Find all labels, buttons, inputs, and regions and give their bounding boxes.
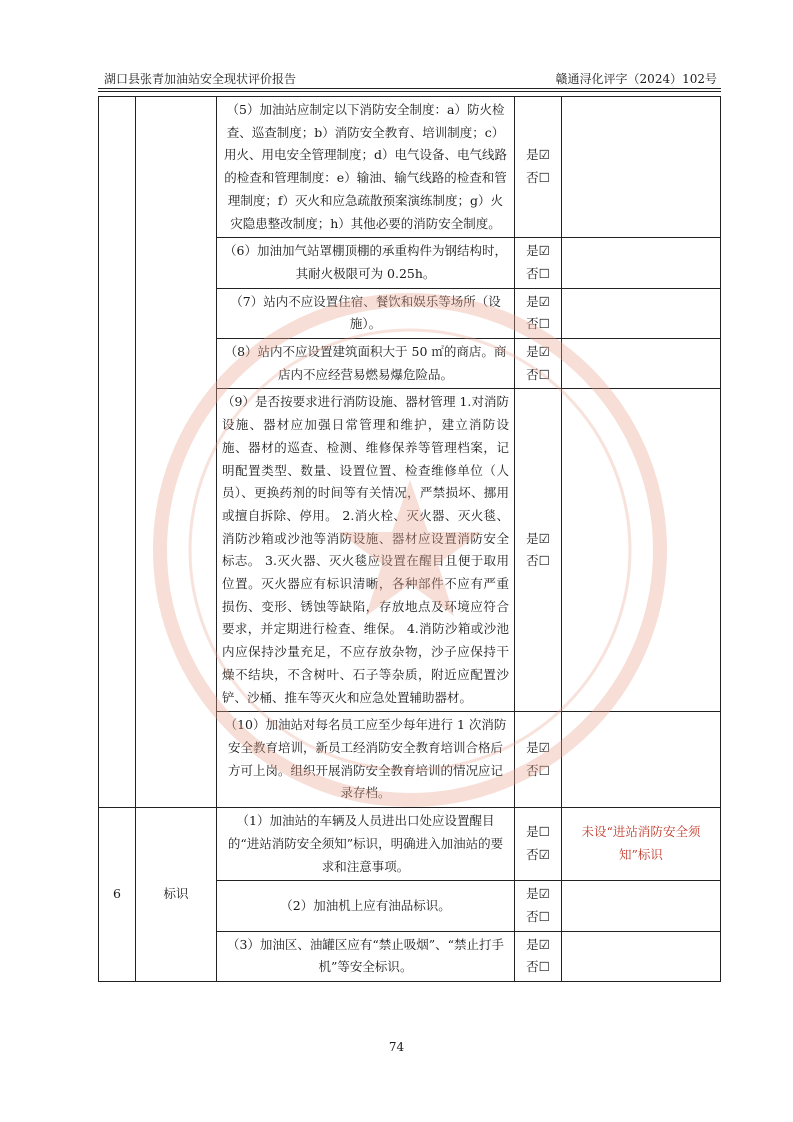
no-checkbox[interactable]: 否☐ [526,762,550,778]
yes-checkbox[interactable]: 是☑ [526,886,550,902]
header-divider [98,88,721,89]
yes-checkbox[interactable]: 是☐ [526,824,550,840]
report-title: 湖口县张青加油站安全现状评价报告 [104,72,297,86]
yes-checkbox[interactable]: 是☑ [526,936,550,952]
no-checkbox[interactable]: 否☐ [526,959,550,975]
yes-checkbox[interactable]: 是☑ [526,243,550,259]
check-content: （1）加油站的车辆及人员进出口处应设置醒目的“进站消防安全须知”标识，明确进入加油站的要求和注意事项。 [217,808,515,881]
check-result [515,288,562,338]
safety-checklist-table [98,96,721,982]
remark-cell: 未设“进站消防安全须知”标识 [562,808,721,881]
no-checkbox[interactable]: 否☐ [526,553,550,569]
yes-checkbox[interactable]: 是☑ [526,293,550,309]
check-result [515,339,562,389]
no-checkbox[interactable]: 否☑ [526,847,550,863]
check-result [515,389,562,712]
check-result [515,931,562,981]
no-checkbox[interactable]: 否☐ [526,316,550,332]
check-result [515,97,562,238]
check-content: （8）站内不应设置建筑面积大于 50 ㎡的商店。商店内不应经营易燃易爆危险品。 [217,339,515,389]
report-number: 赣通浔化评字（2024）102号 [555,72,717,86]
remark-cell [562,288,721,338]
check-content: （6）加油加气站罩棚顶棚的承重构件为钢结构时，其耐火极限可为 0.25h。 [217,238,515,288]
item-cell [136,97,217,808]
remark-cell [562,712,721,808]
check-content: （3）加油区、油罐区应有“禁止吸烟”、“禁止打手机”等安全标识。 [217,931,515,981]
header-divider-thin [98,91,721,92]
no-checkbox[interactable]: 否☐ [526,366,550,382]
yes-checkbox[interactable]: 是☑ [526,739,550,755]
check-result [515,712,562,808]
check-result [515,881,562,931]
remark-cell [562,238,721,288]
no-checkbox[interactable]: 否☐ [526,908,550,924]
table-row [99,808,721,881]
check-content: （5）加油站应制定以下消防安全制度：a）防火检查、巡查制度；b）消防安全教育、培训制度；c）用火、用电安全管理制度；d）电气设备、电气线路的检查和管理制度：e）输油、输气线路的检查和管理制度；f）灭火和应急疏散预案演练制度；g）火灾隐患整改制度；h）其他必要的消防安全制度。 [217,97,515,238]
table-row [99,97,721,238]
check-content: （2）加油机上应有油品标识。 [217,881,515,931]
remark-cell [562,389,721,712]
yes-checkbox[interactable]: 是☑ [526,530,550,546]
no-checkbox[interactable]: 否☐ [526,265,550,281]
yes-checkbox[interactable]: 是☑ [526,147,550,163]
check-content: （10）加油站对每名员工应至少每年进行 1 次消防安全教育培训，新员工经消防安全教育培训合格后方可上岗。组织开展消防安全教育培训的情况应记录存档。 [217,712,515,808]
section-number: 6 [99,808,136,982]
row-number-cell [99,97,136,808]
remark-cell [562,97,721,238]
check-content: （9）是否按要求进行消防设施、器材管理 1.对消防设施、器材应加强日常管理和维护，建立消防设施、器材的巡查、检测、维修保养等管理档案，记明配置类型、数量、设置位置、检查维修单位（人员）、更换药剂的时间等有关情况，严禁损坏、挪用或擅自拆除、停用。 2.消火栓、灭火器、灭火毯、消防沙箱或沙池等消防设施、器材应设置消防安全标志。 3.灭火器、灭火毯应设置在醒目且便于取用位置。灭火器应有标识清晰，各种部件不应有严重损伤、变形、锈蚀等缺陷，存放地点及环境应符合要求，并定期进行检查、维保。 4.消防沙箱或沙池内应保持沙量充足，不应存放杂物，沙子应保持干燥不结块，不含树叶、石子等杂质，附近应配置沙铲、沙桶、推车等灭火和应急处置辅助器材。 [217,389,515,712]
page-number: 74 [388,1040,405,1054]
no-checkbox[interactable]: 否☐ [526,170,550,186]
remark-cell [562,931,721,981]
check-content: （7）站内不应设置住宿、餐饮和娱乐等场所（设施）。 [217,288,515,338]
check-result [515,808,562,881]
section-item: 标识 [136,808,217,982]
check-result [515,238,562,288]
remark-cell [562,881,721,931]
yes-checkbox[interactable]: 是☑ [526,344,550,360]
remark-cell [562,339,721,389]
